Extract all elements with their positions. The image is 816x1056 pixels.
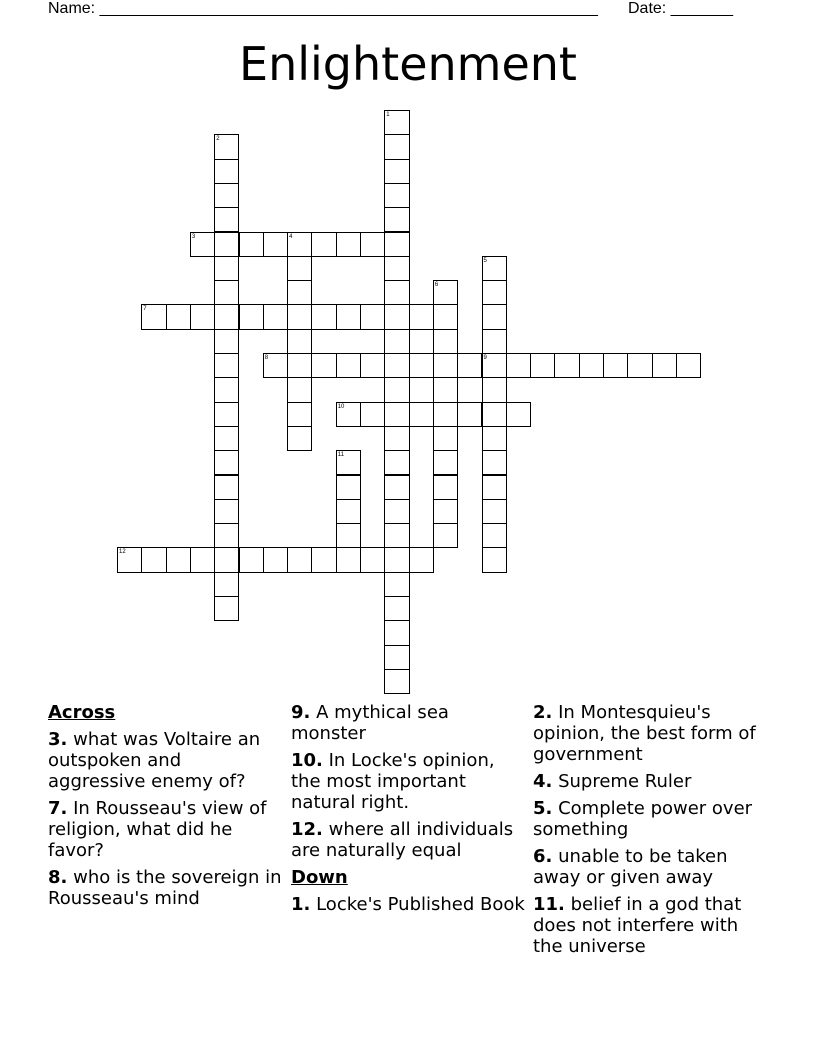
clue-text: In Locke's opinion, the most important natural right. — [291, 750, 495, 813]
cell-number: 7 — [143, 306, 147, 313]
grid-cell[interactable] — [336, 523, 361, 548]
grid-cell[interactable] — [530, 353, 555, 378]
clue-down-11 — [533, 894, 769, 957]
grid-cell[interactable] — [360, 304, 385, 329]
grid-cell[interactable] — [579, 353, 604, 378]
grid-cell[interactable] — [409, 304, 434, 329]
grid-cell[interactable] — [311, 304, 336, 329]
grid-cell[interactable] — [433, 402, 458, 427]
clue-down-4 — [533, 771, 769, 792]
grid-cell[interactable] — [214, 377, 239, 402]
clue-text: Locke's Published Book — [310, 894, 525, 915]
grid-cell[interactable] — [433, 475, 458, 500]
down-heading: Down — [291, 867, 348, 888]
grid-cell[interactable] — [214, 329, 239, 354]
clue-text: Supreme Ruler — [552, 771, 692, 792]
grid-cell[interactable] — [384, 426, 409, 451]
clue-number: 7. — [48, 798, 68, 819]
cell-number: 3 — [191, 233, 196, 240]
grid-cell[interactable] — [457, 402, 482, 427]
grid-cell[interactable] — [214, 280, 239, 305]
cell-number: 10 — [337, 403, 345, 410]
grid-cell[interactable] — [311, 547, 336, 572]
clues-column-1 — [48, 702, 284, 915]
clue-number: 3. — [48, 729, 68, 750]
clue-across-10 — [291, 750, 527, 813]
clue-text: what was Voltaire an outspoken and aggressive enemy of? — [48, 729, 261, 792]
grid-cell[interactable] — [214, 450, 239, 475]
grid-cell[interactable] — [214, 596, 239, 621]
grid-cell[interactable] — [384, 304, 409, 329]
date-field-label: Date: _______ — [628, 0, 733, 17]
grid-cell[interactable] — [214, 547, 239, 572]
name-field-label: Name: ________________________________________________________ — [48, 0, 598, 17]
clue-text: unable to be taken away or given away — [533, 846, 728, 888]
grid-cell[interactable] — [214, 304, 239, 329]
clue-text: belief in a god that does not interfere with the universe — [533, 894, 742, 957]
grid-cell[interactable] — [263, 304, 288, 329]
grid-cell[interactable] — [384, 645, 409, 670]
grid-cell[interactable] — [360, 232, 385, 257]
grid-cell[interactable] — [433, 426, 458, 451]
cell-number: 12 — [119, 549, 126, 556]
grid-cell[interactable] — [603, 353, 628, 378]
clue-text: who is the sovereign in Rousseau's mind — [48, 867, 282, 909]
cell-number: 1 — [386, 112, 390, 118]
grid-cell[interactable] — [214, 232, 239, 257]
grid-cell[interactable] — [409, 353, 434, 378]
cell-number: 8 — [264, 355, 269, 361]
page-title: Enlightenment — [239, 37, 577, 91]
grid-cell[interactable] — [190, 547, 215, 572]
clue-number: 6. — [533, 846, 553, 867]
grid-cell[interactable] — [239, 547, 264, 572]
grid-cell[interactable] — [311, 232, 336, 257]
grid-cell[interactable] — [214, 499, 239, 524]
grid-cell[interactable] — [506, 402, 531, 427]
clue-across-8 — [48, 867, 284, 909]
cell-number: 5 — [483, 257, 487, 264]
grid-cell[interactable] — [482, 280, 507, 305]
clue-across-7 — [48, 798, 284, 861]
grid-cell[interactable] — [214, 207, 239, 232]
clue-down-6 — [533, 846, 769, 888]
grid-cell[interactable] — [384, 402, 409, 427]
grid-cell[interactable] — [482, 450, 507, 475]
grid-cell[interactable] — [214, 475, 239, 500]
grid-cell[interactable] — [384, 523, 409, 548]
grid-cell[interactable] — [287, 329, 312, 354]
grid-cell[interactable] — [384, 329, 409, 354]
grid-cell[interactable] — [336, 499, 361, 524]
grid-cell[interactable] — [482, 499, 507, 524]
grid-cell[interactable] — [287, 547, 312, 572]
grid-cell[interactable] — [482, 523, 507, 548]
grid-cell[interactable] — [676, 353, 701, 378]
clue-text: where all individuals are naturally equal — [291, 819, 514, 861]
clue-text: Complete power over something — [533, 798, 753, 840]
grid-cell[interactable] — [287, 426, 312, 451]
grid-cell[interactable] — [287, 280, 312, 305]
grid-cell[interactable] — [214, 159, 239, 184]
grid-cell[interactable] — [384, 159, 409, 184]
grid-cell[interactable] — [214, 572, 239, 597]
grid-cell[interactable] — [311, 353, 336, 378]
grid-cell[interactable] — [482, 304, 507, 329]
grid-cell[interactable] — [457, 353, 482, 378]
grid-cell[interactable] — [336, 475, 361, 500]
clue-down-1 — [291, 894, 527, 915]
clue-number: 4. — [533, 771, 553, 792]
grid-cell[interactable] — [384, 450, 409, 475]
grid-cell[interactable] — [384, 353, 409, 378]
grid-cell[interactable] — [214, 256, 239, 281]
clue-number: 12. — [291, 819, 323, 840]
grid-cell[interactable] — [433, 304, 458, 329]
grid-cell[interactable] — [384, 620, 409, 645]
grid-cell[interactable] — [433, 450, 458, 475]
grid-cell[interactable] — [190, 304, 215, 329]
grid-cell[interactable] — [214, 353, 239, 378]
grid-cell[interactable] — [482, 475, 507, 500]
clue-number: 5. — [533, 798, 553, 819]
grid-cell[interactable] — [384, 475, 409, 500]
clue-number: 2. — [533, 702, 553, 723]
clue-number: 1. — [291, 894, 311, 915]
clue-across-3 — [48, 729, 284, 792]
grid-cell[interactable] — [287, 377, 312, 402]
clue-across-9 — [291, 702, 527, 744]
grid-cell[interactable] — [652, 353, 677, 378]
grid-cell[interactable] — [360, 547, 385, 572]
grid-cell[interactable] — [384, 134, 409, 159]
cell-number: 6 — [434, 282, 439, 289]
grid-cell[interactable] — [336, 304, 361, 329]
clue-number: 11. — [533, 894, 565, 915]
grid-cell[interactable] — [214, 523, 239, 548]
grid-cell[interactable] — [214, 402, 239, 427]
grid-cell[interactable] — [336, 232, 361, 257]
grid-cell[interactable] — [482, 547, 507, 572]
grid-cell[interactable] — [433, 523, 458, 548]
grid-cell[interactable] — [384, 572, 409, 597]
grid-cell[interactable] — [433, 499, 458, 524]
grid-cell[interactable] — [482, 426, 507, 451]
grid-cell[interactable] — [506, 353, 531, 378]
grid-cell[interactable] — [482, 377, 507, 402]
grid-cell[interactable] — [384, 669, 409, 694]
cell-number: 2 — [216, 136, 220, 143]
grid-cell[interactable] — [287, 256, 312, 281]
grid-cell[interactable] — [360, 353, 385, 378]
grid-cell[interactable] — [384, 547, 409, 572]
grid-cell[interactable] — [627, 353, 652, 378]
cell-number: 9 — [483, 355, 487, 361]
clues-column-3 — [533, 702, 769, 963]
clues-column-2 — [291, 702, 527, 921]
grid-cell[interactable] — [384, 596, 409, 621]
grid-cell[interactable] — [166, 547, 191, 572]
grid-cell[interactable] — [433, 353, 458, 378]
clue-across-12 — [291, 819, 527, 861]
grid-cell[interactable] — [409, 547, 434, 572]
grid-cell[interactable] — [336, 353, 361, 378]
grid-cell[interactable] — [263, 232, 288, 257]
grid-cell[interactable] — [433, 377, 458, 402]
grid-cell[interactable] — [409, 402, 434, 427]
grid-cell[interactable] — [360, 402, 385, 427]
grid-cell[interactable] — [214, 426, 239, 451]
grid-cell[interactable] — [336, 547, 361, 572]
across-heading: Across — [48, 702, 116, 723]
grid-cell[interactable] — [384, 280, 409, 305]
grid-cell[interactable] — [214, 183, 239, 208]
grid-cell[interactable] — [482, 329, 507, 354]
grid-cell[interactable] — [287, 353, 312, 378]
grid-cell[interactable] — [433, 329, 458, 354]
cell-number: 4 — [289, 233, 293, 240]
grid-cell[interactable] — [384, 232, 409, 257]
grid-cell[interactable] — [384, 183, 409, 208]
clue-text: A mythical sea monster — [291, 702, 449, 744]
grid-cell[interactable] — [239, 232, 264, 257]
grid-cell[interactable] — [384, 256, 409, 281]
cell-number: 11 — [337, 452, 344, 459]
grid-cell[interactable] — [384, 207, 409, 232]
grid-cell[interactable] — [287, 304, 312, 329]
clue-number: 8. — [48, 867, 68, 888]
clue-number: 9. — [291, 702, 311, 723]
grid-cell[interactable] — [166, 304, 191, 329]
clue-down-5 — [533, 798, 769, 840]
grid-cell[interactable] — [384, 377, 409, 402]
clue-down-2 — [533, 702, 769, 765]
grid-cell[interactable] — [384, 499, 409, 524]
grid-cell[interactable] — [239, 304, 264, 329]
clue-text: In Montesquieu's opinion, the best form of government — [533, 702, 756, 765]
grid-cell[interactable] — [554, 353, 579, 378]
grid-cell[interactable] — [141, 547, 166, 572]
grid-cell[interactable] — [263, 547, 288, 572]
grid-cell[interactable] — [287, 402, 312, 427]
clue-text: In Rousseau's view of religion, what did he favor? — [48, 798, 267, 861]
clue-number: 10. — [291, 750, 323, 771]
grid-cell[interactable] — [482, 402, 507, 427]
